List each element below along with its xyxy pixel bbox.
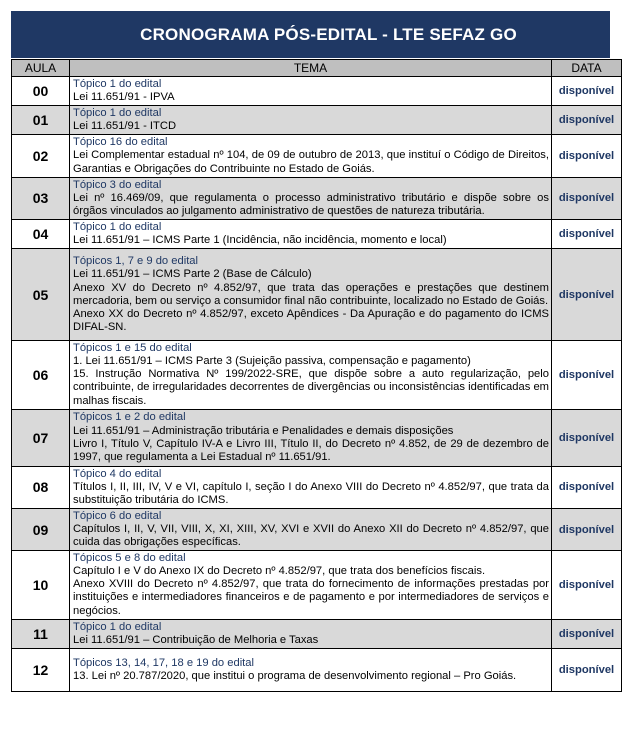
table-row [12, 177, 622, 219]
status-available: disponível [552, 466, 622, 508]
aula-number: 09 [12, 508, 70, 550]
topic-label: Tópico 1 do edital [73, 107, 162, 120]
page-title-text: CRONOGRAMA PÓS-EDITAL - LTE SEFAZ GO [140, 24, 517, 44]
tema-line: Lei 11.651/91 – ICMS Parte 1 (Incidência, não incidência, momento e local) [73, 234, 447, 247]
header-aula: AULA [12, 60, 70, 77]
schedule-table [11, 59, 622, 692]
aula-number: 11 [12, 619, 70, 648]
status-available: disponível [552, 341, 622, 409]
aula-number: 10 [12, 551, 70, 619]
tema-cell [70, 648, 552, 691]
aula-number: 00 [12, 77, 70, 106]
tema-line: Lei nº 16.469/09, que regulamenta o processo administrativo tributário e dispõe sobre os órgãos vinculados ao julgamento administrativo de questões de natureza tributária. [73, 191, 549, 217]
tema-line: Lei 11.651/91 - ITCD [73, 120, 177, 133]
tema-cell [70, 466, 552, 508]
status-available: disponível [552, 249, 622, 341]
tema-line: Anexo XX do Decreto nº 4.852/97, exceto Apêndices - Da Apuração e do pagamento do ICMS DIFAL-SN. [73, 307, 549, 333]
tema-line: Capítulo I e V do Anexo IX do Decreto nº 4.852/97, que trata dos benefícios fiscais. [73, 565, 486, 578]
tema-cell [70, 77, 552, 106]
table-row [12, 77, 622, 106]
topic-label: Tópico 4 do edital [73, 467, 162, 480]
tema-line: Livro I, Título V, Capítulo IV-A e Livro III, Título II, do Decreto nº 4.852, de 29 de dezembro de 1997, que regulamenta a Lei Estadual nº 11.651/91. [73, 437, 549, 463]
table-header-row [12, 60, 622, 77]
status-available: disponível [552, 219, 622, 248]
table-row [12, 551, 622, 619]
tema-line: 13. Lei nº 20.787/2020, que institui o programa de desenvolvimento regional – Pro Goiás. [73, 669, 517, 682]
tema-line: Lei 11.651/91 – Contribuição de Melhoria e Taxas [73, 633, 319, 646]
topic-label: Tópicos 1 e 2 do edital [73, 411, 186, 424]
topic-label: Tópico 16 do edital [73, 136, 168, 149]
tema-cell [70, 249, 552, 341]
topic-label: Tópicos 1, 7 e 9 do edital [73, 255, 199, 268]
aula-number: 03 [12, 177, 70, 219]
tema-cell [70, 619, 552, 648]
table-row [12, 135, 622, 177]
tema-line: Anexo XV do Decreto nº 4.852/97, que trata das operações e prestações que destinem mercadoria, bem ou serviço a consumidor final não contribuinte, localizado no Estado de Goiás. [73, 281, 549, 307]
tema-line: Anexo XVIII do Decreto nº 4.852/97, que trata do fornecimento de informações prestadas por instituições e intermediadores financeiros e de pagamento e por intermediadores de serviços e negócios. [73, 578, 549, 617]
status-available: disponível [552, 409, 622, 466]
status-available: disponível [552, 648, 622, 691]
tema-cell [70, 551, 552, 619]
aula-number: 07 [12, 409, 70, 466]
tema-line: Títulos I, II, III, IV, V e VI, capítulo I, seção I do Anexo VIII do Decreto nº 4.852/97, que trata da substituição tributária do ICMS. [73, 480, 549, 506]
aula-number: 04 [12, 219, 70, 248]
header-tema: TEMA [70, 60, 552, 77]
topic-label: Tópico 1 do edital [73, 78, 162, 90]
table-row [12, 619, 622, 648]
tema-cell [70, 508, 552, 550]
tema-line: Lei 11.651/91 – ICMS Parte 2 (Base de Cálculo) [73, 268, 312, 281]
table-row [12, 106, 622, 135]
aula-number: 08 [12, 466, 70, 508]
table-row [12, 466, 622, 508]
topic-label: Tópicos 5 e 8 do edital [73, 552, 186, 565]
page-title [11, 11, 610, 58]
aula-number: 01 [12, 106, 70, 135]
status-available: disponível [552, 508, 622, 550]
tema-cell [70, 135, 552, 177]
aula-number: 02 [12, 135, 70, 177]
table-row [12, 508, 622, 550]
status-available: disponível [552, 177, 622, 219]
table-row [12, 249, 622, 341]
status-available: disponível [552, 551, 622, 619]
tema-line: Capítulos I, II, V, VII, VIII, X, XI, XIII, XV, XVI e XVII do Anexo XII do Decreto nº 4.852/97, que cuida das obrigações específicas. [73, 522, 549, 549]
status-available: disponível [552, 77, 622, 106]
tema-cell [70, 106, 552, 135]
header-data: DATA [552, 60, 622, 77]
tema-cell [70, 177, 552, 219]
aula-number: 12 [12, 648, 70, 691]
tema-cell [70, 409, 552, 466]
status-available: disponível [552, 619, 622, 648]
tema-line: Lei 11.651/91 – Administração tributária e Penalidades e demais disposições [73, 424, 454, 437]
table-row [12, 409, 622, 466]
tema-cell [70, 341, 552, 409]
aula-number: 06 [12, 341, 70, 409]
tema-line: 1. Lei 11.651/91 – ICMS Parte 3 (Sujeição passiva, compensação e pagamento) [73, 355, 471, 368]
tema-line: 15. Instrução Normativa Nº 199/2022-SRE, que dispõe sobre a auto regularização, pelo contribuinte, de irregularidades decorrentes de divergências ou inconsistências identificadas em malhas fiscais. [73, 368, 549, 407]
topic-label: Tópico 1 do edital [73, 620, 162, 633]
table-row [12, 219, 622, 248]
table-row [12, 648, 622, 691]
status-available: disponível [552, 135, 622, 177]
tema-line: Lei Complementar estadual nº 104, de 09 de outubro de 2013, que instituí o Código de Direitos, Garantias e Obrigações do Contribuinte no Estado de Goiás. [73, 149, 549, 175]
status-available: disponível [552, 106, 622, 135]
tema-cell [70, 219, 552, 248]
tema-line: Lei 11.651/91 - IPVA [73, 91, 175, 104]
table-row [12, 341, 622, 409]
topic-label: Tópicos 1 e 15 do edital [73, 342, 192, 355]
topic-label: Tópico 1 do edital [73, 220, 162, 233]
topic-label: Tópico 3 do edital [73, 178, 162, 191]
topic-label: Tópico 6 do edital [73, 509, 162, 522]
topic-label: Tópicos 13, 14, 17, 18 e 19 do edital [73, 656, 254, 669]
aula-number: 05 [12, 249, 70, 341]
